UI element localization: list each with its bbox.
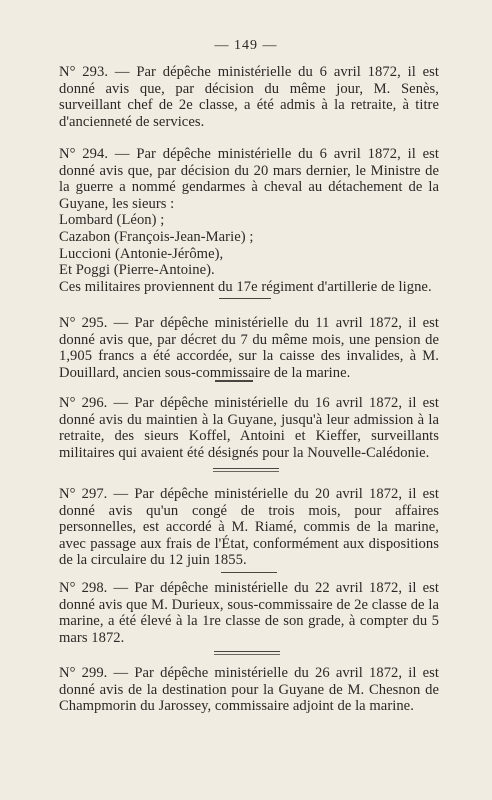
entry-text: N° 294. — Par dépêche ministérielle du 6 avril 1872, il est donné avis que, par décision du 20 mars dernier, le Ministre de la guerre a nommé gendarmes à cheval au détachement de la Guyane, les sieurs : [59, 146, 439, 212]
separator-rule [221, 572, 277, 573]
separator-rule [214, 651, 280, 652]
entry-text: N° 299. — Par dépêche ministérielle du 26 avril 1872, il est donné avis de la destination pour la Guyane de M. Chesnon de Champmorin du Jarossey, commissaire adjoint de la marine. [59, 665, 439, 715]
separator-rule [215, 380, 253, 382]
entry-293 [59, 64, 439, 130]
entry-294 [59, 146, 439, 295]
separator-rule [213, 468, 279, 469]
name-item: Cazabon (François-Jean-Marie) ; [59, 228, 254, 245]
entry-text: N° 296. — Par dépêche ministérielle du 16 avril 1872, il est donné avis du maintien à la Guyane, jusqu'à leur admission à la retraite, des sieurs Koffel, Antoini et Kieffer, surveillants militaires qui avaient été désignés pour la Nouvelle-Calédonie. [59, 395, 439, 461]
entry-text: N° 293. — Par dépêche ministérielle du 6 avril 1872, il est donné avis que, par décision du même jour, M. Senès, surveillant chef de 2e classe, a été admis à la retraite, à titre d'ancienneté de services. [59, 64, 439, 130]
name-item: Lombard (Léon) ; [59, 212, 165, 229]
entry-298 [59, 580, 439, 646]
entry-297 [59, 486, 439, 569]
page-number: — 149 — [214, 38, 278, 53]
name-item: Luccioni (Antonie-Jérôme), [59, 245, 224, 262]
entry-299 [59, 665, 439, 715]
separator-rule [219, 298, 271, 299]
entry-text: N° 297. — Par dépêche ministérielle du 20 avril 1872, il est donné avis qu'un congé de trois mois, pour affaires personnelles, est accordé à M. Riamé, commis de la marine, avec passage aux frais de l'État, conformément aux dispositions de la circulaire du 12 juin 1855. [59, 486, 439, 569]
closing-line: Ces militaires proviennent du 17e régiment d'artillerie de ligne. [59, 278, 432, 295]
entry-text: N° 295. — Par dépêche ministérielle du 11 avril 1872, il est donné avis que, par décret du 7 du même mois, une pension de 1,905 francs a été accordée, sur la caisse des invalides, à M. Douillard, ancien sous-commissaire de la marine. [59, 315, 439, 381]
name-item: Et Poggi (Pierre-Antoine). [59, 262, 215, 279]
names-list [59, 212, 439, 295]
entry-296 [59, 395, 439, 461]
entry-295 [59, 315, 439, 381]
entry-text: N° 298. — Par dépêche ministérielle du 22 avril 1872, il est donné avis que M. Durieux, sous-commissaire de 2e classe de la marine, a été élevé à la 1re classe de son grade, à compter du 5 mars 1872. [59, 580, 439, 646]
